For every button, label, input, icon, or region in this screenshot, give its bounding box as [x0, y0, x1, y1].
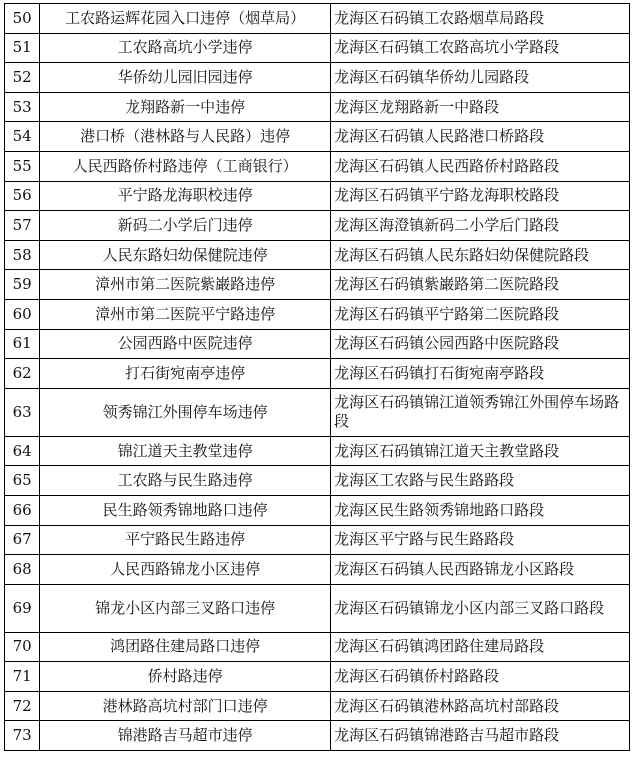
- violation-point-cell: 侨村路违停: [40, 662, 331, 692]
- row-number-cell: 51: [5, 33, 40, 63]
- table-row: [5, 181, 630, 211]
- table-row: [5, 240, 630, 270]
- table-row: [5, 270, 630, 300]
- violation-point-cell: 锦港路吉马超市违停: [40, 721, 331, 751]
- row-number-cell: 72: [5, 691, 40, 721]
- row-number-cell: 66: [5, 495, 40, 525]
- table-row: [5, 299, 630, 329]
- row-number-cell: 59: [5, 270, 40, 300]
- road-section-cell: 龙海区石码镇锦江道天主教堂路段: [331, 436, 630, 466]
- row-number-cell: 57: [5, 211, 40, 241]
- road-section-cell: 龙海区石码镇人民西路锦龙小区路段: [331, 555, 630, 585]
- road-section-cell: 龙海区石码镇紫巌路第二医院路段: [331, 270, 630, 300]
- row-number-cell: 50: [5, 4, 40, 34]
- table-row: [5, 721, 630, 751]
- road-section-cell: 龙海区石码镇平宁路第二医院路段: [331, 299, 630, 329]
- violation-point-cell: 公园西路中医院违停: [40, 329, 331, 359]
- violation-point-cell: 工农路高坑小学违停: [40, 33, 331, 63]
- violation-point-cell: 人民西路侨村路违停（工商银行）: [40, 151, 331, 181]
- road-section-cell: 龙海区石码镇锦港路吉马超市路段: [331, 721, 630, 751]
- violation-point-cell: 港口桥（港林路与人民路）违停: [40, 122, 331, 152]
- row-number-cell: 69: [5, 584, 40, 632]
- violation-point-cell: 领秀锦江外围停车场违停: [40, 388, 331, 436]
- road-section-cell: 龙海区民生路领秀锦地路口路段: [331, 495, 630, 525]
- table-row: [5, 33, 630, 63]
- violation-point-cell: 工农路运辉花园入口违停（烟草局）: [40, 4, 331, 34]
- road-section-cell: 龙海区石码镇人民东路妇幼保健院路段: [331, 240, 630, 270]
- row-number-cell: 62: [5, 359, 40, 389]
- road-section-cell: 龙海区石码镇人民路港口桥路段: [331, 122, 630, 152]
- row-number-cell: 52: [5, 63, 40, 93]
- violation-point-cell: 锦江道天主教堂违停: [40, 436, 331, 466]
- violation-point-cell: 民生路领秀锦地路口违停: [40, 495, 331, 525]
- road-section-cell: 龙海区石码镇工农路烟草局路段: [331, 4, 630, 34]
- row-number-cell: 63: [5, 388, 40, 436]
- road-section-cell: 龙海区石码镇港林路高坑村部路段: [331, 691, 630, 721]
- violation-point-cell: 漳州市第二医院平宁路违停: [40, 299, 331, 329]
- row-number-cell: 68: [5, 555, 40, 585]
- table-row: [5, 525, 630, 555]
- row-number-cell: 65: [5, 466, 40, 496]
- road-section-cell: 龙海区石码镇打石街宛南亭路段: [331, 359, 630, 389]
- violation-point-cell: 漳州市第二医院紫巌路违停: [40, 270, 331, 300]
- row-number-cell: 60: [5, 299, 40, 329]
- violation-point-cell: 人民西路锦龙小区违停: [40, 555, 331, 585]
- table-row: [5, 329, 630, 359]
- table-row: [5, 92, 630, 122]
- road-section-cell: 龙海区工农路与民生路路段: [331, 466, 630, 496]
- table-row: [5, 555, 630, 585]
- table-row: [5, 211, 630, 241]
- road-section-cell: 龙海区石码镇鸿团路住建局路段: [331, 632, 630, 662]
- table-row: [5, 63, 630, 93]
- road-section-cell: 龙海区石码镇华侨幼儿园路段: [331, 63, 630, 93]
- road-section-cell: 龙海区海澄镇新码二小学后门路段: [331, 211, 630, 241]
- row-number-cell: 61: [5, 329, 40, 359]
- violation-parking-table: [4, 3, 630, 751]
- violation-point-cell: 龙翔路新一中违停: [40, 92, 331, 122]
- table-row: [5, 632, 630, 662]
- table-row: [5, 359, 630, 389]
- row-number-cell: 70: [5, 632, 40, 662]
- table-row: [5, 388, 630, 436]
- violation-point-cell: 平宁路民生路违停: [40, 525, 331, 555]
- table-row: [5, 4, 630, 34]
- road-section-cell: 龙海区石码镇公园西路中医院路段: [331, 329, 630, 359]
- row-number-cell: 55: [5, 151, 40, 181]
- table-row: [5, 584, 630, 632]
- violation-point-cell: 港林路高坑村部门口违停: [40, 691, 331, 721]
- row-number-cell: 73: [5, 721, 40, 751]
- row-number-cell: 67: [5, 525, 40, 555]
- road-section-cell: 龙海区石码镇侨村路路段: [331, 662, 630, 692]
- road-section-cell: 龙海区石码镇工农路高坑小学路段: [331, 33, 630, 63]
- road-section-cell: 龙海区石码镇平宁路龙海职校路段: [331, 181, 630, 211]
- violation-point-cell: 锦龙小区内部三叉路口违停: [40, 584, 331, 632]
- table-row: [5, 436, 630, 466]
- violation-point-cell: 打石街宛南亭违停: [40, 359, 331, 389]
- violation-point-cell: 新码二小学后门违停: [40, 211, 331, 241]
- violation-point-cell: 人民东路妇幼保健院违停: [40, 240, 331, 270]
- road-section-cell: 龙海区龙翔路新一中路段: [331, 92, 630, 122]
- row-number-cell: 53: [5, 92, 40, 122]
- table-row: [5, 466, 630, 496]
- table-row: [5, 662, 630, 692]
- violation-point-cell: 工农路与民生路违停: [40, 466, 331, 496]
- row-number-cell: 56: [5, 181, 40, 211]
- road-section-cell: 龙海区石码镇锦龙小区内部三叉路口路段: [331, 584, 630, 632]
- row-number-cell: 71: [5, 662, 40, 692]
- violation-point-cell: 鸿团路住建局路口违停: [40, 632, 331, 662]
- table-row: [5, 495, 630, 525]
- road-section-cell: 龙海区石码镇锦江道领秀锦江外围停车场路段: [331, 388, 630, 436]
- row-number-cell: 58: [5, 240, 40, 270]
- road-section-cell: 龙海区平宁路与民生路路段: [331, 525, 630, 555]
- table-row: [5, 151, 630, 181]
- violation-point-cell: 华侨幼儿园旧园违停: [40, 63, 331, 93]
- violation-point-cell: 平宁路龙海职校违停: [40, 181, 331, 211]
- table-row: [5, 122, 630, 152]
- row-number-cell: 64: [5, 436, 40, 466]
- row-number-cell: 54: [5, 122, 40, 152]
- table-body: [5, 4, 630, 751]
- table-row: [5, 691, 630, 721]
- road-section-cell: 龙海区石码镇人民西路侨村路路段: [331, 151, 630, 181]
